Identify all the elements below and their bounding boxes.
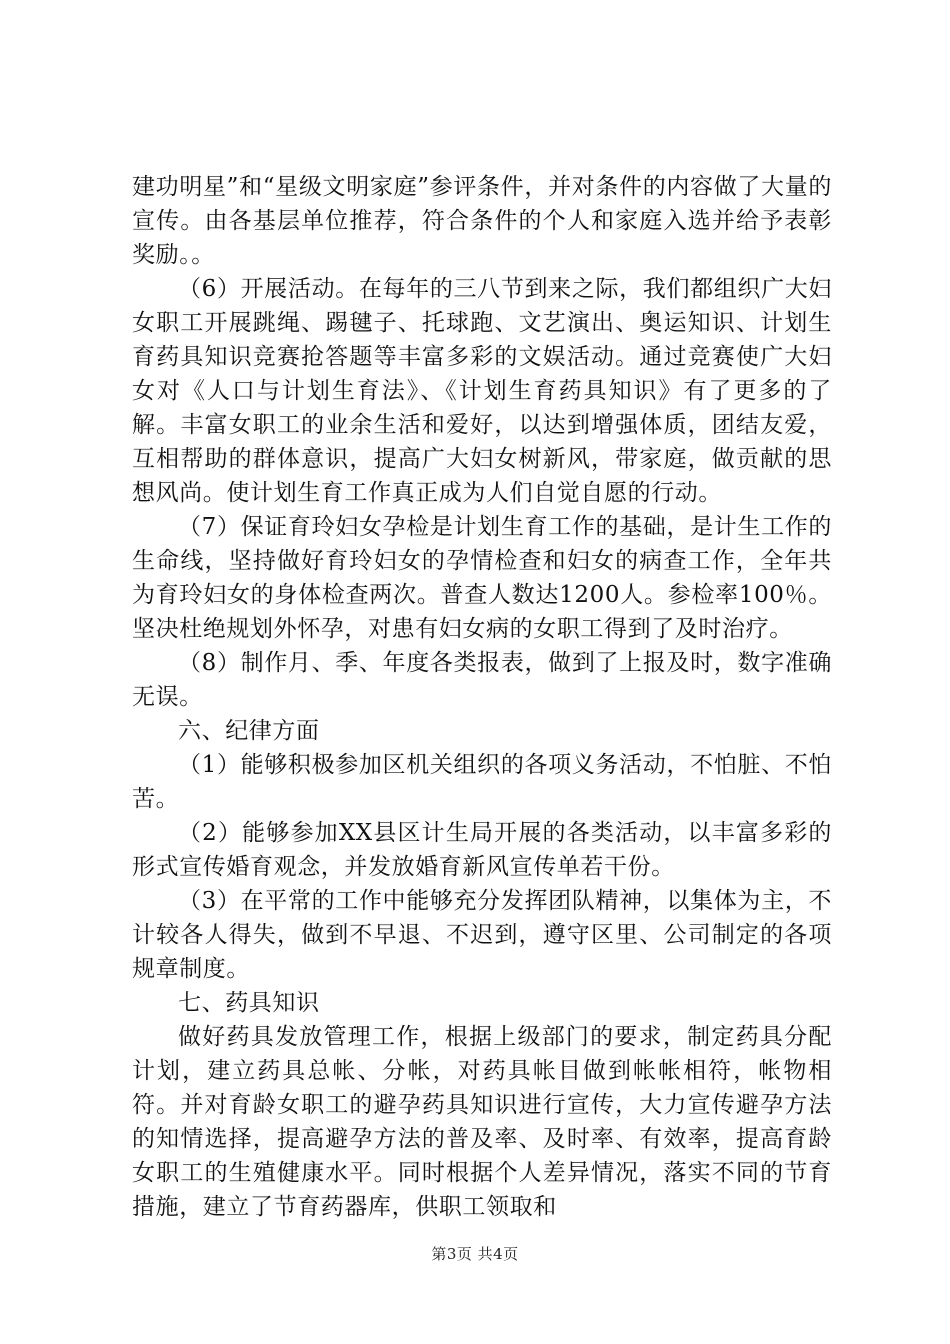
- paragraph-item-7: （7）保证育玲妇女孕检是计划生育工作的基础，是计生工作的生命线，坚持做好育玲妇女的孕情检查和妇女的病查工作，全年共为育玲妇女的身体检查两次。普查人数达1200人。参检率100％。坚决杜绝规划外怀孕，对患有妇女病的女职工得到了及时治疗。: [132, 514, 832, 642]
- paragraph-continued: 建功明星”和“星级文明家庭”参评条件，并对条件的内容做了大量的宣传。由各基层单位推荐，符合条件的个人和家庭入选并给予表彰奖励。。: [132, 174, 832, 268]
- document-body: [132, 170, 832, 1224]
- paragraph-discipline-1: （1）能够积极参加区机关组织的各项义务活动，不怕脏、不怕苦。: [132, 752, 832, 812]
- paragraph-item-8: （8）制作月、季、年度各类报表，做到了上报及时，数字准确无误。: [132, 650, 832, 710]
- paragraph-discipline-3: （3）在平常的工作中能够充分发挥团队精神，以集体为主，不计较各人得失，做到不早退、不迟到，遵守区里、公司制定的各项规章制度。: [132, 888, 832, 982]
- paragraph-contraceptive-management: 做好药具发放管理工作，根据上级部门的要求，制定药具分配计划，建立药具总帐、分帐，对药具帐目做到帐帐相符，帐物相符。并对育龄女职工的避孕药具知识进行宣传，大力宣传避孕方法的知情选择，提高避孕方法的普及率、及时率、有效率，提高育龄女职工的生殖健康水平。同时根据个人差异情况，落实不同的节育措施，建立了节育药器库，供职工领取和: [132, 1024, 832, 1220]
- section-heading-discipline: 六、纪律方面: [178, 718, 320, 744]
- section-heading-contraceptive-knowledge: 七、药具知识: [178, 990, 320, 1016]
- paragraph-item-6: （6）开展活动。在每年的三八节到来之际，我们都组织广大妇女职工开展跳绳、踢毽子、托球跑、文艺演出、奥运知识、计划生育药具知识竞赛抢答题等丰富多彩的文娱活动。通过竞赛使广大妇女对《人口与计划生育法》、《计划生育药具知识》有了更多的了解。丰富女职工的业余生活和爱好，以达到增强体质，团结友爱，互相帮助的群体意识，提高广大妇女树新风，带家庭，做贡献的思想风尚。使计划生育工作真正成为人们自觉自愿的行动。: [132, 276, 832, 506]
- paragraph-discipline-2: （2）能够参加XX县区计生局开展的各类活动，以丰富多彩的形式宣传婚育观念，并发放婚育新风宣传单若干份。: [132, 820, 832, 880]
- page-number-footer: 第3页 共4页: [431, 1245, 519, 1263]
